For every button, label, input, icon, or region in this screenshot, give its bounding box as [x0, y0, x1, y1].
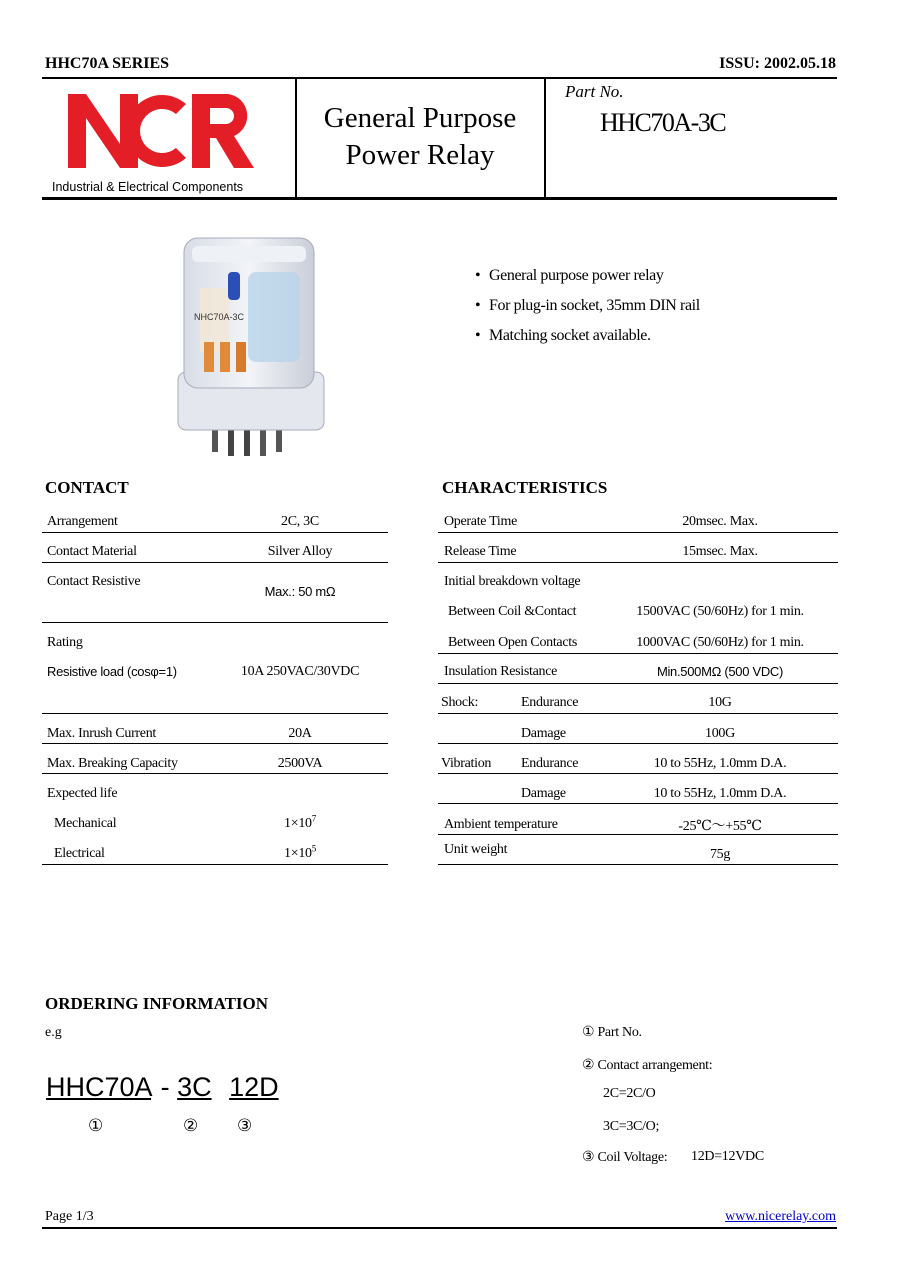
resistive-load-value: 10A 250VAC/30VDC [240, 664, 360, 679]
part-number-label: Part No. [565, 82, 624, 101]
expected-life-label: Expected life [47, 786, 118, 801]
logo-tagline: Industrial & Electrical Components [52, 180, 244, 194]
marker-1: ① [88, 1116, 104, 1135]
contact-row-rule [42, 864, 388, 865]
document-title [297, 100, 543, 174]
contact-resistive-value: Max.: 50 mΩ [264, 584, 336, 599]
ordering-heading: ORDERING INFORMATION [45, 994, 269, 1013]
insulation-label: Insulation Resistance [444, 664, 558, 679]
rating-label: Rating [47, 635, 83, 650]
characteristics-heading: CHARACTERISTICS [442, 478, 608, 497]
code-coil-voltage: 12D [229, 1072, 279, 1102]
contact-material-value: Silver Alloy [267, 544, 333, 559]
contact-row-rule [42, 622, 388, 623]
legend-2c: 2C=2C/O [603, 1086, 656, 1101]
footer-rule [42, 1227, 837, 1229]
vibration-damage-value: 10 to 55Hz, 1.0mm D.A. [653, 786, 787, 801]
marker-3: ③ [237, 1116, 253, 1135]
website-link[interactable]: www.nicerelay.com [725, 1209, 836, 1224]
inrush-current-value: 20A [288, 726, 312, 741]
operate-time-label: Operate Time [444, 514, 518, 529]
legend-coil-voltage-value: 12D=12VDC [691, 1149, 764, 1164]
vibration-endurance-label: Endurance [521, 756, 579, 771]
resistive-load-label: Resistive load (cosφ=1) [47, 664, 177, 679]
relay-product-photo [170, 232, 330, 458]
unit-weight-label: Unit weight [444, 842, 508, 857]
ordering-example-label: e.g [45, 1025, 62, 1040]
char-row-rule [438, 803, 838, 804]
title-line-2: Power Relay [345, 139, 495, 171]
char-row-rule [438, 713, 838, 714]
ambient-temperature-value: -25℃～+55℃ [678, 819, 762, 834]
ncr-logo [68, 90, 258, 172]
open-contacts-value: 1000VAC (50/60Hz) for 1 min. [636, 635, 804, 650]
char-row-rule [438, 653, 838, 654]
shock-damage-label: Damage [521, 726, 566, 741]
header-bottom-rule [42, 197, 837, 200]
breaking-capacity-value: 2500VA [277, 756, 323, 771]
feature-item: • Matching socket available. [475, 327, 651, 345]
legend-contact-arrangement: ② Contact arrangement: [582, 1058, 713, 1073]
release-time-value: 15msec. Max. [682, 544, 758, 559]
unit-weight-value: 75g [709, 847, 731, 862]
insulation-value: Min.500MΩ (500 VDC) [656, 664, 784, 679]
char-row-rule [438, 864, 838, 865]
open-contacts-label: Between Open Contacts [448, 635, 577, 650]
char-row-rule [438, 773, 838, 774]
contact-row-rule [42, 773, 388, 774]
legend-part-no: ① Part No. [582, 1025, 642, 1040]
code-contact-arrangement: 3C [177, 1072, 212, 1102]
char-row-rule [438, 532, 838, 533]
issue-date: ISSU: 2002.05.18 [719, 55, 836, 72]
contact-heading: CONTACT [45, 478, 129, 497]
title-line-1: General Purpose [323, 102, 517, 134]
marker-2: ② [183, 1116, 199, 1135]
electrical-life-label: Electrical [54, 846, 105, 861]
breakdown-voltage-label: Initial breakdown voltage [444, 574, 581, 589]
arrangement-label: Arrangement [47, 514, 118, 529]
vibration-damage-label: Damage [521, 786, 566, 801]
contact-material-label: Contact Material [47, 544, 137, 559]
ordering-code [46, 1072, 279, 1103]
char-row-rule [438, 743, 838, 744]
legend-coil-voltage: ③ Coil Voltage: [582, 1150, 668, 1165]
feature-item: • For plug-in socket, 35mm DIN rail [475, 297, 700, 315]
char-row-rule [438, 834, 838, 835]
contact-row-rule [42, 532, 388, 533]
shock-endurance-value: 10G [708, 695, 732, 710]
shock-endurance-label: Endurance [521, 695, 579, 710]
arrangement-value: 2C, 3C [281, 514, 319, 529]
inrush-current-label: Max. Inrush Current [47, 726, 157, 741]
contact-row-rule [42, 562, 388, 563]
part-number-value: HHC70A-3C [600, 108, 726, 137]
vibration-label: Vibration [441, 756, 492, 771]
code-part-number: HHC70A [46, 1072, 152, 1102]
coil-contact-label: Between Coil &Contact [448, 604, 577, 619]
legend-3c: 3C=3C/O; [603, 1119, 660, 1134]
mechanical-life-value: $1\times 10^7$ [284, 813, 316, 831]
header-divider-2 [544, 78, 546, 198]
coil-contact-value: 1500VAC (50/60Hz) for 1 min. [636, 604, 804, 619]
svg-text:NHC70A-3C: NHC70A-3C [194, 312, 245, 322]
breaking-capacity-label: Max. Breaking Capacity [47, 756, 178, 771]
release-time-label: Release Time [444, 544, 517, 559]
vibration-endurance-value: 10 to 55Hz, 1.0mm D.A. [653, 756, 787, 771]
code-dash: - [160, 1072, 170, 1102]
char-row-rule [438, 562, 838, 563]
shock-label: Shock: [441, 695, 479, 710]
series-title: HHC70A SERIES [45, 55, 170, 72]
contact-row-rule [42, 743, 388, 744]
shock-damage-value: 100G [705, 726, 735, 741]
contact-resistive-label: Contact Resistive [47, 574, 141, 589]
header-top-rule [42, 77, 837, 79]
ambient-temperature-label: Ambient temperature [444, 817, 558, 832]
mechanical-life-label: Mechanical [54, 816, 117, 831]
feature-item: • General purpose power relay [475, 267, 663, 285]
char-row-rule [438, 683, 838, 684]
operate-time-value: 20msec. Max. [682, 514, 758, 529]
electrical-life-value: $1\times 10^5$ [284, 843, 316, 861]
contact-row-rule [42, 713, 388, 714]
page-number: Page 1/3 [45, 1209, 94, 1224]
